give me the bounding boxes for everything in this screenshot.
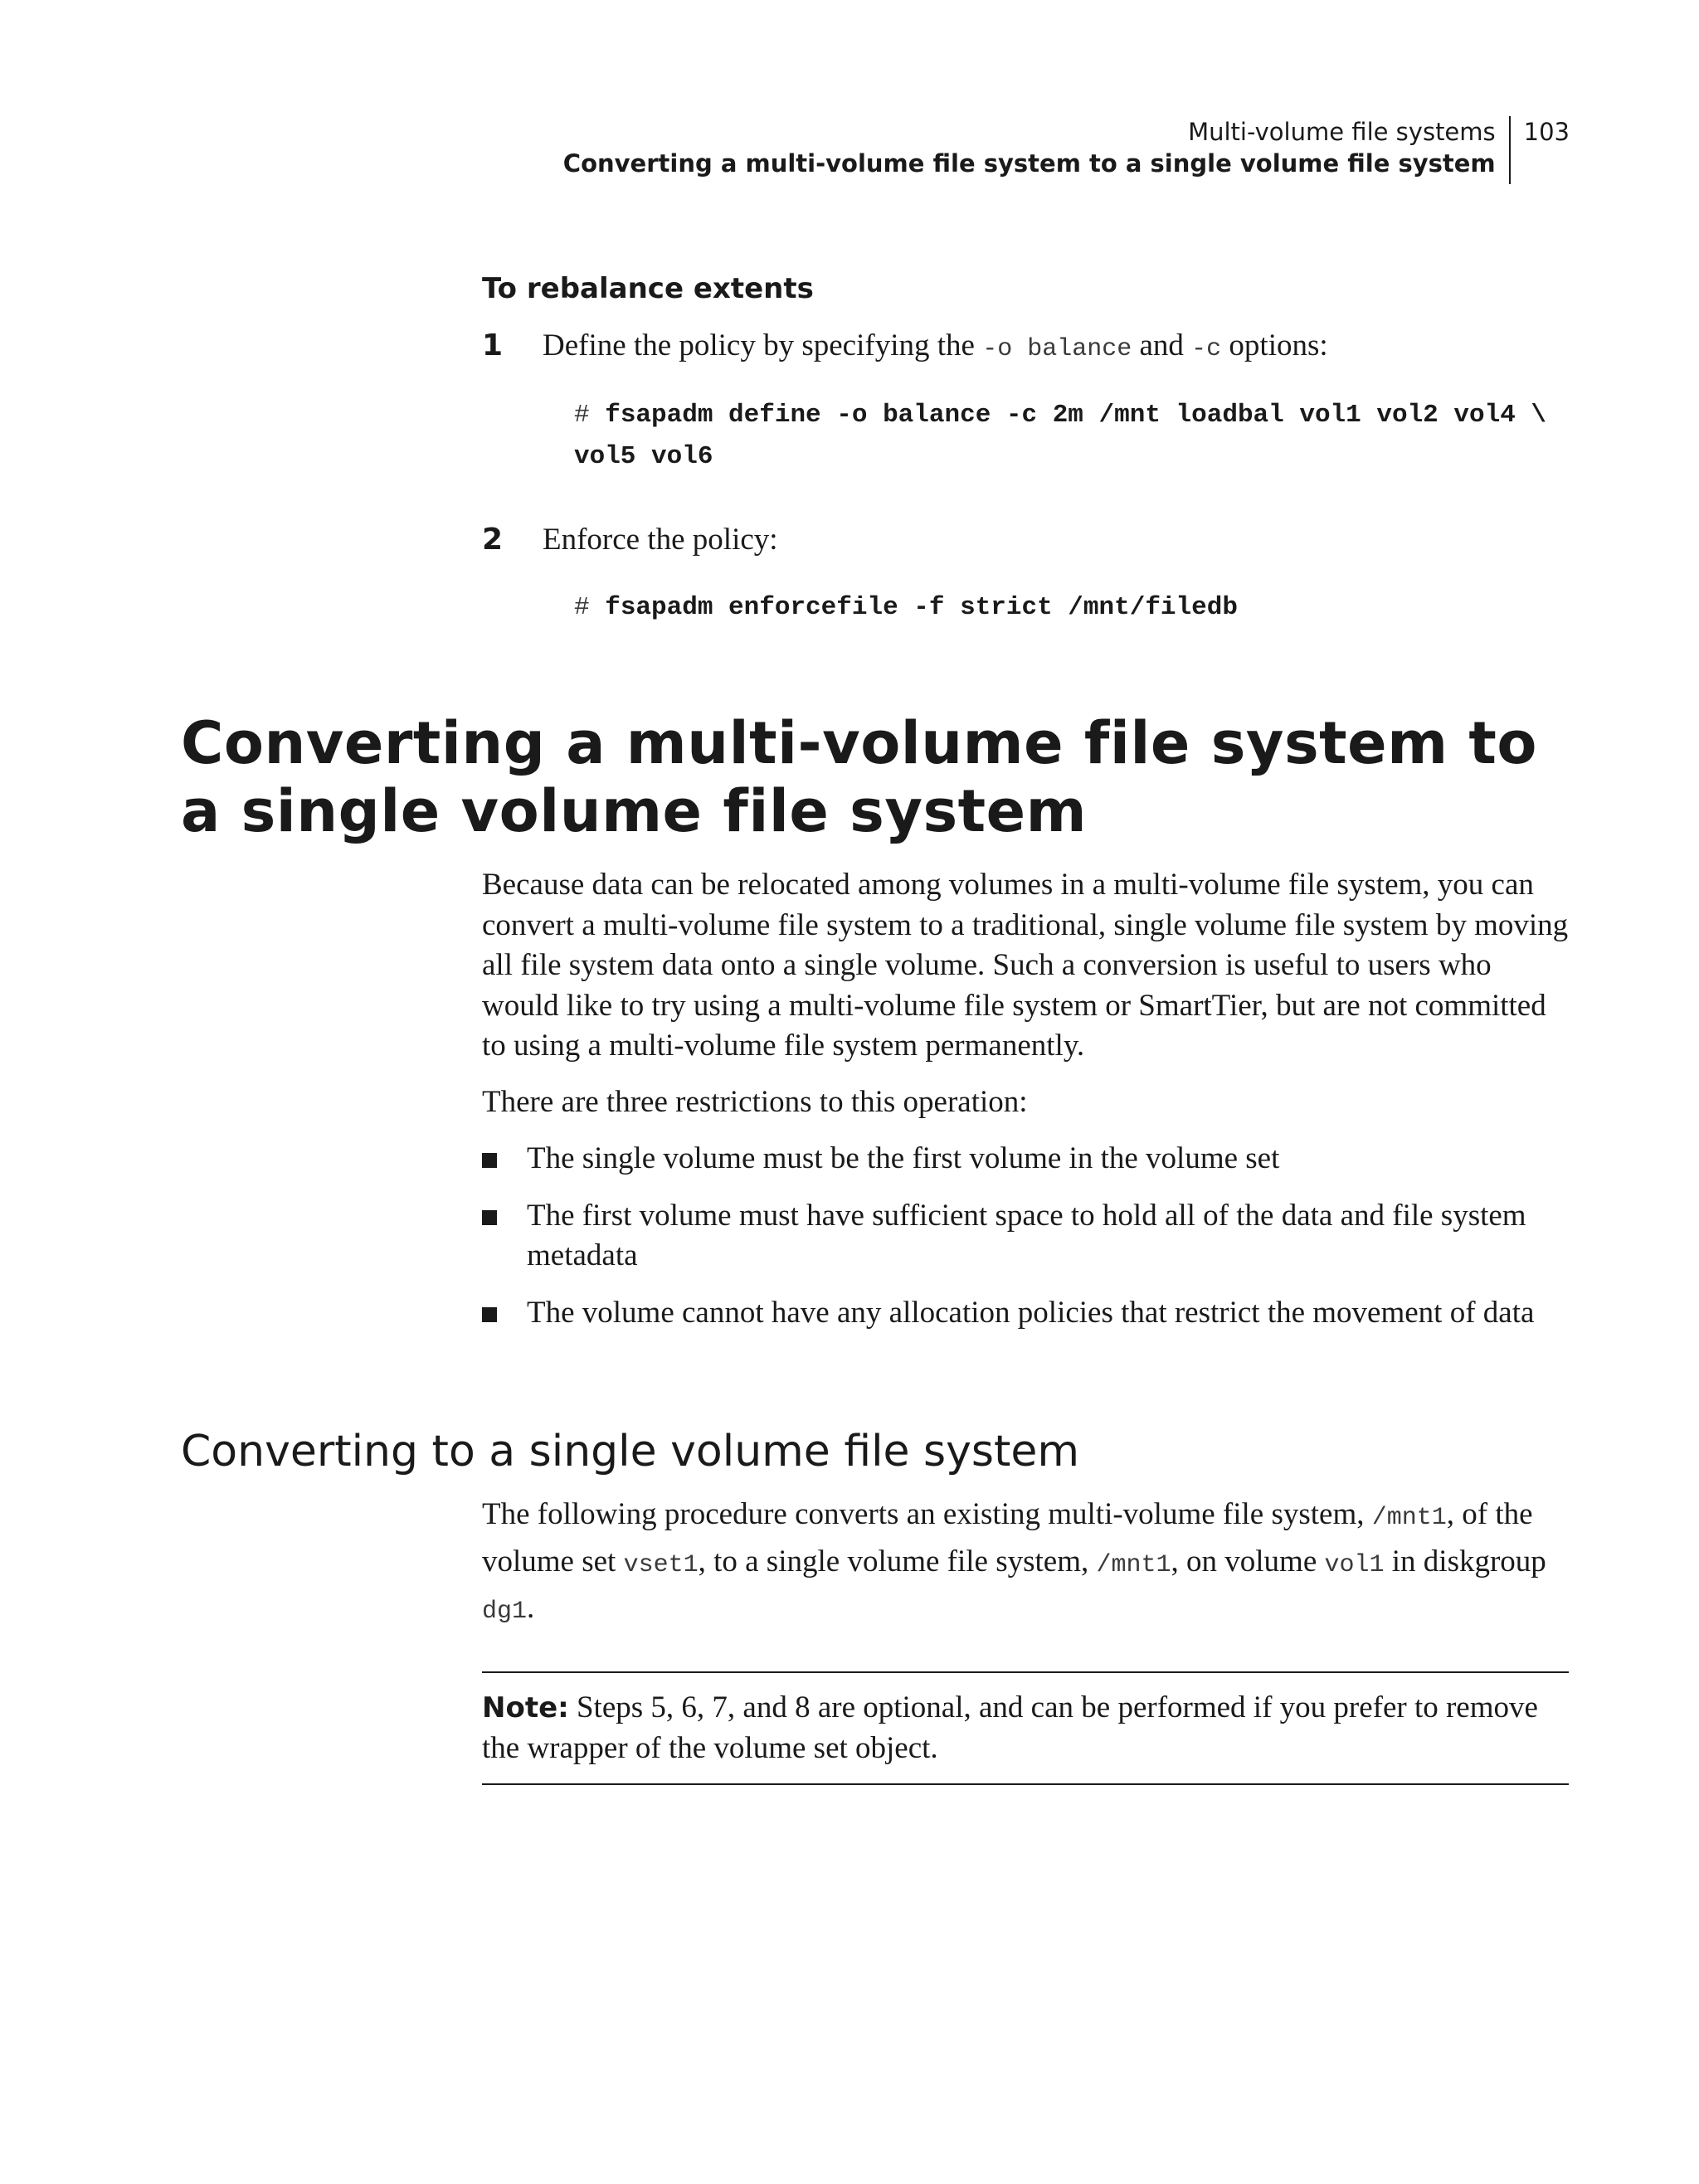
inline-code: -o balance [982,335,1132,363]
paragraph-text: , to a single volume file system, [698,1544,1097,1578]
command-line: fsapadm define -o balance -c 2m /mnt loadbal vol1 vol2 vol4 \ [605,401,1547,430]
paragraph-text: in diskgroup [1384,1544,1546,1578]
inline-code: vset1 [623,1550,699,1579]
code-block [574,587,1238,629]
inline-code: /mnt1 [1096,1550,1171,1579]
shell-prompt: # [574,401,606,430]
step-2 [482,520,1594,560]
shell-prompt: # [574,593,606,622]
note-box [482,1671,1569,1785]
step-text-part: and [1132,328,1192,362]
subsection-paragraph [482,1493,1569,1634]
code-block [574,395,1546,478]
list-item-text: The single volume must be the first volume in the volume set [527,1141,1280,1175]
inline-code: -c [1191,335,1222,363]
inline-code: vol1 [1324,1550,1385,1579]
note-label: Note: [482,1691,569,1724]
procedure-heading: To rebalance extents [482,272,814,305]
running-header [563,116,1570,184]
step-1 [482,326,1594,369]
bullet-square-icon [482,1153,497,1168]
list-item [482,1293,1569,1334]
section-heading: Converting a multi-volume file system to a single volume file system [181,709,1537,845]
step-text-part: options: [1221,328,1328,362]
restrictions-lead: There are three restrictions to this operation: [482,1085,1028,1119]
list-item-text: The volume cannot have any allocation policies that restrict the movement of data [527,1295,1535,1330]
command-line: vol5 vol6 [574,442,713,471]
paragraph-text: , of the volume set [482,1497,1533,1578]
restrictions-list [482,1139,1569,1350]
inline-code: /mnt1 [1371,1504,1447,1532]
command-line: fsapadm enforcefile -f strict /mnt/filedb [605,593,1238,622]
intro-paragraph: Because data can be relocated among volumes in a multi-volume file system, you can convert a multi-volume file system to a traditional, single volume file system by moving all file system data onto a single volume. Such a conversion is useful to users who would like to try using a multi-volume file system or SmartTier, but are not committed to using a multi-volume file system permanently. [482,868,1569,1063]
inline-code: dg1 [482,1598,528,1626]
running-header-titles [563,116,1511,184]
chapter-title: Multi-volume file systems [1188,118,1496,146]
step-text: Enforce the policy: [543,523,778,557]
list-item [482,1139,1569,1180]
section-title: Converting a multi-volume file system to a single volume file system [562,149,1496,178]
step-text-part: Define the policy by specifying the [543,328,983,362]
bullet-square-icon [482,1307,497,1322]
step-number: 2 [482,523,504,557]
paragraph-text: , on volume [1171,1544,1325,1578]
step-number: 1 [482,328,504,362]
subsection-heading: Converting to a single volume file system [181,1427,1080,1476]
note-content [482,1688,1569,1768]
list-item [482,1196,1569,1277]
note-text: Steps 5, 6, 7, and 8 are optional, and can be performed if you prefer to remove the wrapper of the volume set object. [482,1690,1538,1765]
paragraph-text: The following procedure converts an existing multi-volume file system, [482,1497,1372,1531]
step-text [532,326,1328,369]
paragraph-text: . [527,1591,535,1625]
bullet-square-icon [482,1210,497,1225]
list-item-text: The first volume must have sufficient space to hold all of the data and file system metadata [527,1198,1526,1272]
page-number: 103 [1523,118,1570,146]
